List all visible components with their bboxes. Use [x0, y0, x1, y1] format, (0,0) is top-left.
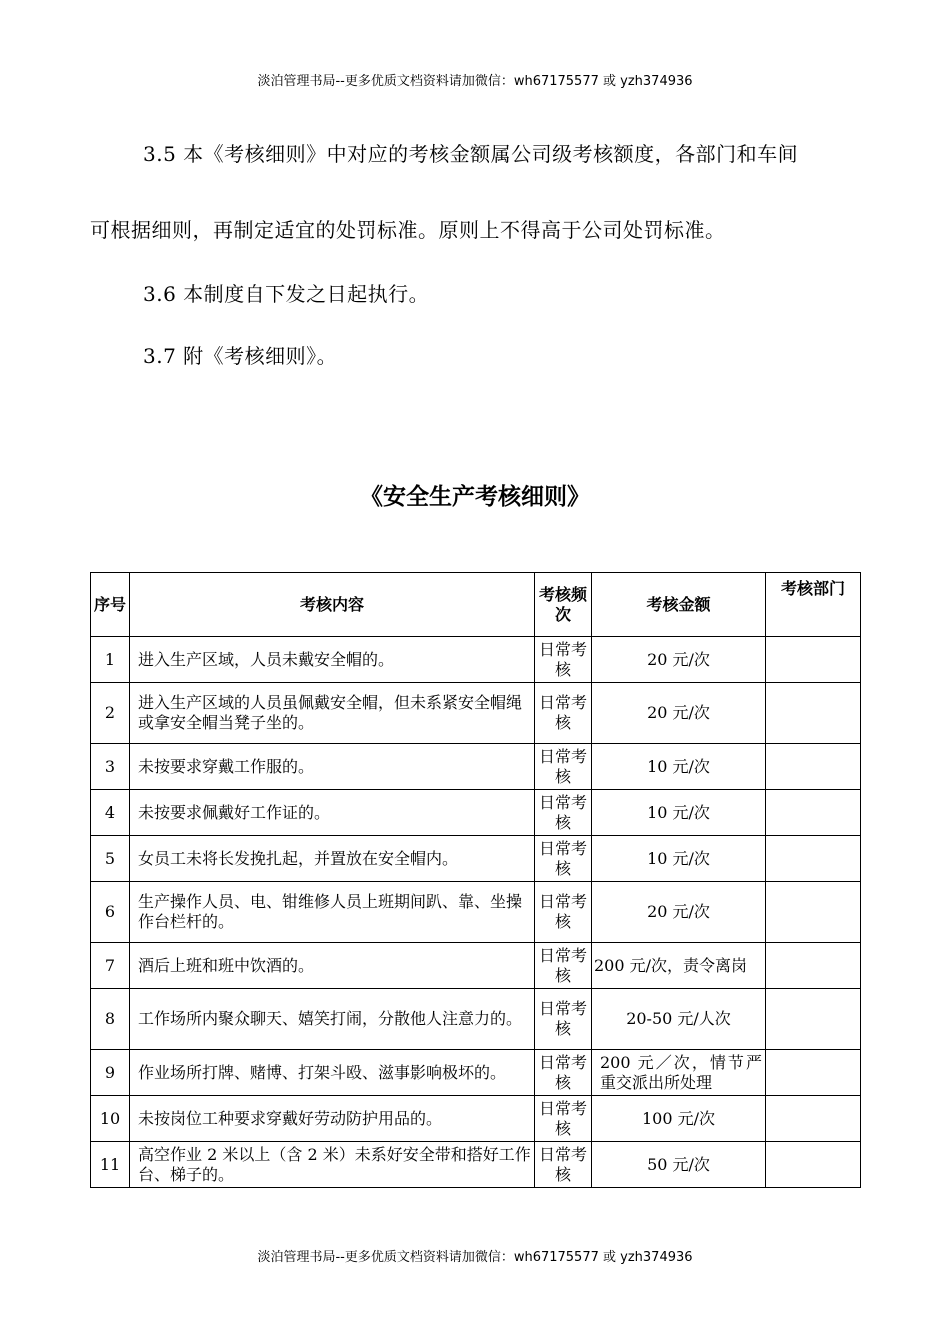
cell-department	[766, 1142, 861, 1188]
header-amount: 考核金额	[592, 573, 766, 637]
cell-no: 9	[91, 1050, 130, 1096]
cell-content: 工作场所内聚众聊天、嬉笑打闹，分散他人注意力的。	[130, 989, 535, 1050]
table-row	[91, 1050, 861, 1096]
cell-frequency: 日常考核	[535, 1096, 592, 1142]
cell-frequency: 日常考核	[535, 1142, 592, 1188]
cell-no: 7	[91, 943, 130, 989]
cell-no: 8	[91, 989, 130, 1050]
table-row	[91, 943, 861, 989]
paragraph-3-5-line-2: 可根据细则，再制定适宜的处罚标准。原则上不得高于公司处罚标准。	[90, 218, 726, 242]
table-row	[91, 836, 861, 882]
cell-frequency: 日常考核	[535, 943, 592, 989]
header-no: 序号	[91, 573, 130, 637]
cell-content: 酒后上班和班中饮酒的。	[130, 943, 535, 989]
cell-amount: 200 元/次，责令离岗	[592, 943, 766, 989]
cell-content: 作业场所打牌、赌博、打架斗殴、滋事影响极坏的。	[130, 1050, 535, 1096]
cell-amount: 20-50 元/人次	[592, 989, 766, 1050]
cell-department	[766, 683, 861, 744]
cell-no: 11	[91, 1142, 130, 1188]
cell-frequency: 日常考核	[535, 744, 592, 790]
table-row	[91, 790, 861, 836]
cell-no: 5	[91, 836, 130, 882]
cell-no: 2	[91, 683, 130, 744]
cell-amount: 200 元／次，情节严重交派出所处理	[592, 1050, 766, 1096]
cell-department	[766, 943, 861, 989]
cell-content: 进入生产区域，人员未戴安全帽的。	[130, 637, 535, 683]
table-row	[91, 1142, 861, 1188]
assessment-rules-table	[90, 572, 861, 1188]
cell-department	[766, 1096, 861, 1142]
cell-no: 6	[91, 882, 130, 943]
cell-department	[766, 989, 861, 1050]
cell-amount: 20 元/次	[592, 637, 766, 683]
cell-department	[766, 1050, 861, 1096]
cell-content: 女员工未将长发挽扎起，并置放在安全帽内。	[130, 836, 535, 882]
cell-frequency: 日常考核	[535, 637, 592, 683]
table-row	[91, 989, 861, 1050]
cell-content: 未按岗位工种要求穿戴好劳动防护用品的。	[130, 1096, 535, 1142]
cell-amount: 100 元/次	[592, 1096, 766, 1142]
table-row	[91, 1096, 861, 1142]
cell-no: 4	[91, 790, 130, 836]
table-header-row	[91, 573, 861, 637]
cell-content: 高空作业 2 米以上（含 2 米）未系好安全带和搭好工作台、梯子的。	[130, 1142, 535, 1188]
cell-frequency: 日常考核	[535, 683, 592, 744]
cell-amount: 20 元/次	[592, 882, 766, 943]
cell-amount: 20 元/次	[592, 683, 766, 744]
cell-department	[766, 744, 861, 790]
cell-frequency: 日常考核	[535, 989, 592, 1050]
cell-frequency: 日常考核	[535, 790, 592, 836]
cell-frequency: 日常考核	[535, 1050, 592, 1096]
paragraph-3-6: 3.6 本制度自下发之日起执行。	[143, 282, 430, 306]
cell-no: 1	[91, 637, 130, 683]
header-frequency: 考核频次	[535, 573, 592, 637]
cell-department	[766, 790, 861, 836]
cell-no: 3	[91, 744, 130, 790]
header-department: 考核部门	[766, 573, 861, 637]
table-row	[91, 683, 861, 744]
page-header-watermark: 淡泊管理书局--更多优质文档资料请加微信：wh67175577 或 yzh374936	[257, 74, 693, 89]
cell-frequency: 日常考核	[535, 836, 592, 882]
table-title: 《安全生产考核细则》	[360, 484, 590, 510]
cell-department	[766, 882, 861, 943]
table-row	[91, 744, 861, 790]
paragraph-3-7: 3.7 附《考核细则》。	[143, 344, 338, 368]
paragraph-3-5-line-1: 3.5 本《考核细则》中对应的考核金额属公司级考核额度，各部门和车间	[143, 142, 799, 166]
table-row	[91, 637, 861, 683]
cell-content: 进入生产区域的人员虽佩戴安全帽，但未系紧安全帽绳或拿安全帽当凳子坐的。	[130, 683, 535, 744]
cell-amount: 10 元/次	[592, 836, 766, 882]
cell-amount: 10 元/次	[592, 790, 766, 836]
cell-department	[766, 836, 861, 882]
header-content: 考核内容	[130, 573, 535, 637]
cell-department	[766, 637, 861, 683]
cell-amount: 10 元/次	[592, 744, 766, 790]
cell-no: 10	[91, 1096, 130, 1142]
page-footer-watermark: 淡泊管理书局--更多优质文档资料请加微信：wh67175577 或 yzh374936	[257, 1250, 693, 1265]
cell-content: 未按要求穿戴工作服的。	[130, 744, 535, 790]
cell-amount: 50 元/次	[592, 1142, 766, 1188]
cell-content: 生产操作人员、电、钳维修人员上班期间趴、靠、坐操作台栏杆的。	[130, 882, 535, 943]
table-row	[91, 882, 861, 943]
cell-content: 未按要求佩戴好工作证的。	[130, 790, 535, 836]
cell-frequency: 日常考核	[535, 882, 592, 943]
